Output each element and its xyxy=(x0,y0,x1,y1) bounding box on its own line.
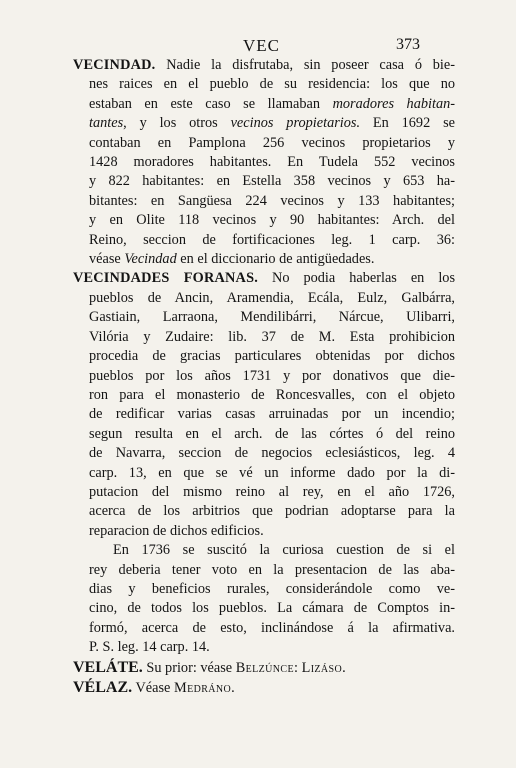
text-line: y en Olite 118 vecinos y 90 habitantes: Arch. del xyxy=(89,212,455,229)
text-line: procedia de gracias particulares obtenidas por dichos xyxy=(89,348,455,365)
headword: VECINDAD. xyxy=(73,57,156,73)
page-body xyxy=(73,56,455,698)
headword: VELÁTE. xyxy=(73,658,143,676)
text-line: VELÁTE. Su prior: véase Belzúnce: Lizáso. xyxy=(73,658,346,676)
text-line: En 1736 se suscitó la curiosa cuestion de si el xyxy=(113,542,455,559)
text-line: P. S. leg. 14 carp. 14. xyxy=(89,639,210,656)
text-line: de Navarra, seccion de negocios eclesiásticos, leg. 4 xyxy=(89,445,455,462)
headword: VÉLAZ. xyxy=(73,679,133,696)
cross-reference: Belzúnce xyxy=(235,659,295,676)
cross-reference: Medráno xyxy=(173,680,232,696)
text-line: putacion del mismo reino al rey, en el año 1726, xyxy=(89,483,455,500)
text-line: nes raices en el pueblo de su residencia: los que no xyxy=(89,76,455,93)
entry-velate xyxy=(73,658,455,678)
running-head: VEC xyxy=(243,36,280,55)
text-line: 1428 moradores habitantes. En Tudela 552 vecinos xyxy=(89,154,455,171)
entry-vecindad xyxy=(73,56,455,269)
text-line: Reino, seccion de fortificaciones leg. 1 carp. 36: xyxy=(89,231,455,248)
text-line: segun resulta en el arch. de las córtes ó del reino xyxy=(89,425,455,442)
text-line: bitantes: en Sangüesa 224 vecinos y 133 habitantes; xyxy=(89,192,455,209)
text-line: VÉLAZ. Véase Medráno. xyxy=(73,679,235,696)
text-line: tantes, y los otros vecinos propietarios. En 1692 se xyxy=(89,115,455,132)
text-line: y 822 habitantes: en Estella 358 vecinos y 653 ha- xyxy=(89,173,455,190)
text-line: ron para el monasterio de Roncesvalles, con el objeto xyxy=(89,386,455,403)
page-header xyxy=(0,36,516,56)
text-line: véase Vecindad en el diccionario de antigüedades. xyxy=(89,251,375,268)
entry-vecindades-foranas xyxy=(73,269,455,657)
text-line: carp. 13, en que se vé un informe dado por la di- xyxy=(89,464,455,481)
entry-velaz xyxy=(73,678,455,698)
text-line: pueblos por los años 1731 y por donativos que die- xyxy=(89,367,455,384)
text-line: formó, acerca de esto, inclinándose á la afirmativa. xyxy=(89,619,455,636)
text-line: VECINDADES FORANAS. No podia haberlas en los xyxy=(73,270,456,287)
text-line: contaban en Pamplona 256 vecinos propietarios y xyxy=(89,134,455,151)
text-line: pueblos de Ancin, Aramendia, Ecála, Eulz, Galbárra, xyxy=(89,289,455,306)
text-line: reparacion de dichos edificios. xyxy=(89,522,264,539)
text-line: Vilória y Zudaire: lib. 37 de M. Esta prohibicion xyxy=(89,328,455,345)
headword: VECINDADES FORANAS. xyxy=(73,270,259,287)
cross-reference: Lizáso xyxy=(301,659,343,676)
text-line: rey deberia tener voto en la presentacion de las aba- xyxy=(89,561,455,578)
text-line: dias y beneficios rurales, considerándole como ve- xyxy=(89,580,455,597)
text-line: cino, de todos los pueblos. La cámara de Comptos in- xyxy=(89,600,455,617)
text-line: de redificar varias casas arruinadas por un incendio; xyxy=(89,406,455,423)
text-line: VECINDAD. Nadie la disfrutaba, sin poseer casa ó bie- xyxy=(73,57,455,73)
text-line: acerca de los arbitrios que podrian adoptarse para la xyxy=(89,503,455,520)
text-line: estaban en este caso se llamaban moradores habitan- xyxy=(89,95,455,112)
page-number: 373 xyxy=(396,36,420,53)
text-line: Gastiain, Larraona, Mendilibárri, Nárcue, Ulibarri, xyxy=(89,309,455,326)
